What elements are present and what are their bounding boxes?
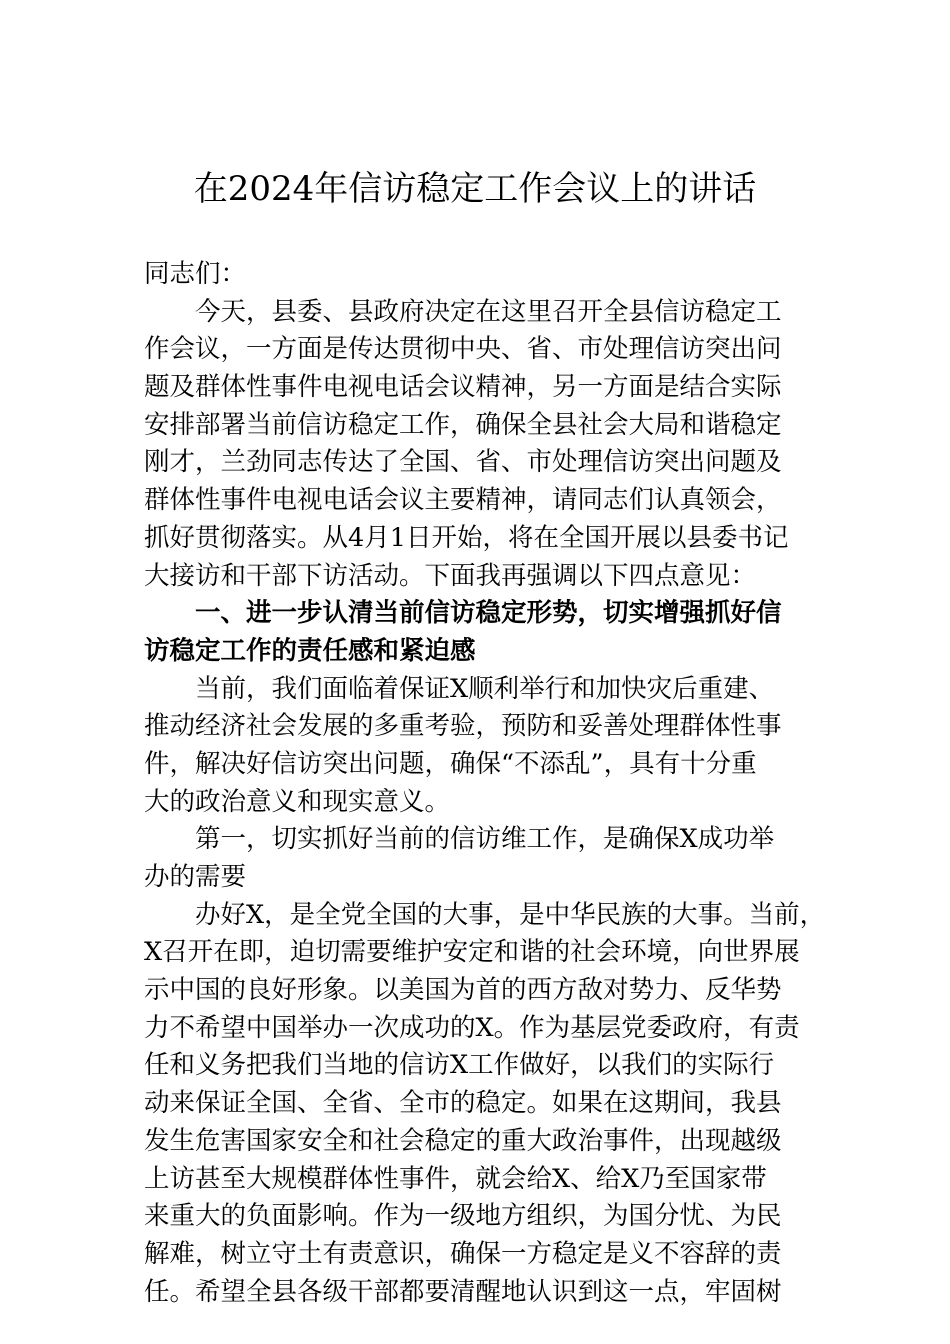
section-heading-line-1: 一、进一步认清当前信访稳定形势，切实增强抓好信	[195, 598, 782, 629]
text-line-12: 当前，我们面临着保证X顺利举行和加快灾后重建、	[195, 673, 775, 704]
text-line-23: 动来保证全国、全省、全市的稳定。如果在这期间，我县	[144, 1088, 782, 1119]
text-line-9: 大接访和干部下访活动。下面我再强调以下四点意见：	[144, 560, 757, 591]
text-line-25: 上访甚至大规模群体性事件，就会给X、给X乃至国家带	[144, 1163, 767, 1194]
text-line-19: X召开在即，迫切需要维护安定和谐的社会环境，向世界展	[144, 937, 800, 968]
text-line-13: 推动经济社会发展的多重考验，预防和妥善处理群体性事	[144, 711, 782, 742]
document-body	[144, 256, 824, 1311]
subheading-line-2: 办的需要	[144, 862, 247, 892]
text-line-7: 群体性事件电视电话会议主要精神，请同志们认真领会，	[144, 485, 782, 516]
text-line-1: 同志们：	[144, 259, 247, 289]
text-line-8: 抓好贯彻落实。从4月1日开始，将在全国开展以县委书记	[144, 522, 789, 553]
text-line-21: 力不希望中国举办一次成功的X。作为基层党委政府，有责	[144, 1012, 800, 1043]
text-line-20: 示中国的良好形象。以美国为首的西方敌对势力、反华势	[144, 975, 782, 1006]
text-line-24: 发生危害国家安全和社会稳定的重大政治事件，出现越级	[144, 1125, 782, 1156]
text-line-27: 解难，树立守土有责意识，确保一方稳定是义不容辞的责	[144, 1238, 782, 1269]
text-line-22: 任和义务把我们当地的信访X工作做好，以我们的实际行	[144, 1050, 775, 1081]
text-line-28: 任。希望全县各级干部都要清醒地认识到这一点，牢固树	[144, 1276, 782, 1307]
text-line-14: 件，解决好信访突出问题，确保“不添乱”，具有十分重	[144, 748, 757, 779]
text-line-5: 安排部署当前信访稳定工作，确保全县社会大局和谐稳定	[144, 409, 782, 440]
text-line-18: 办好X，是全党全国的大事，是中华民族的大事。当前，	[195, 899, 826, 930]
text-line-6: 刚才，兰劲同志传达了全国、省、市处理信访突出问题及	[144, 447, 782, 478]
text-line-2: 今天，县委、县政府决定在这里召开全县信访稳定工	[195, 296, 782, 327]
text-line-3: 作会议，一方面是传达贯彻中央、省、市处理信访突出问	[144, 334, 782, 365]
text-line-4: 题及群体性事件电视电话会议精神，另一方面是结合实际	[144, 372, 782, 403]
text-line-26: 来重大的负面影响。作为一级地方组织，为国分忧、为民	[144, 1201, 782, 1232]
document-title: 在2024年信访稳定工作会议上的讲话	[193, 169, 757, 209]
text-line-15: 大的政治意义和现实意义。	[144, 786, 451, 817]
section-heading-line-2: 访稳定工作的责任感和紧迫感	[144, 635, 476, 666]
subheading-line-1: 第一，切实抓好当前的信访维工作，是确保X成功举	[195, 824, 775, 855]
